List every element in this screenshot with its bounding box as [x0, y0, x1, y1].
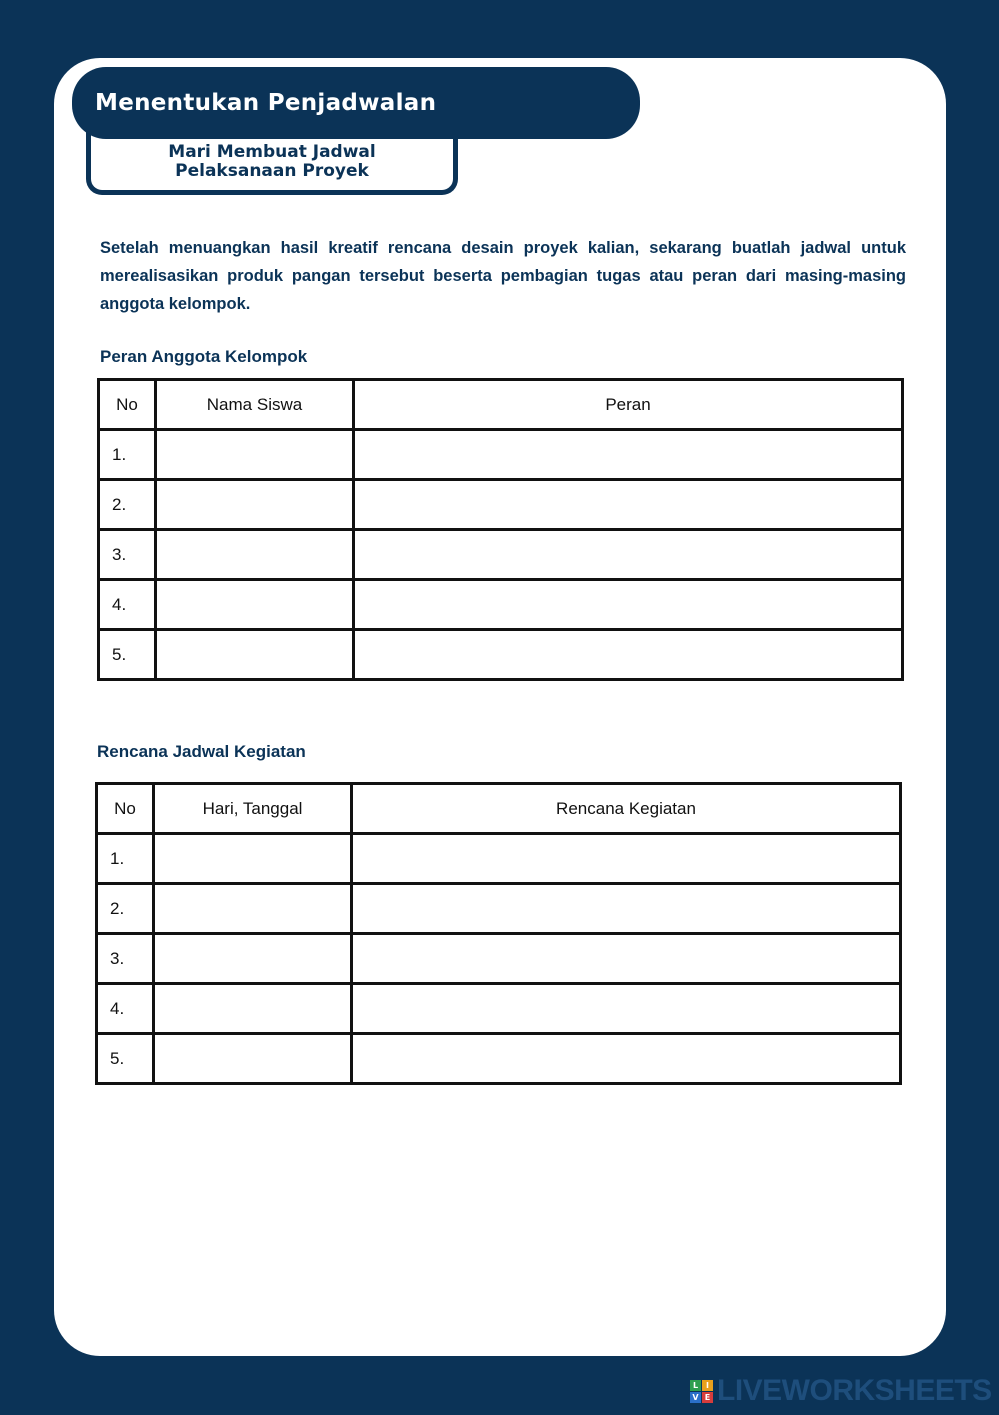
- row-number: 1.: [97, 834, 154, 884]
- table-row: [97, 1034, 901, 1084]
- column-header-role: Peran: [354, 380, 903, 430]
- table-row: [97, 984, 901, 1034]
- role-input-cell[interactable]: [354, 580, 903, 630]
- table-header-row: [99, 380, 903, 430]
- name-input-cell[interactable]: [156, 530, 354, 580]
- row-number: 3.: [99, 530, 156, 580]
- table-row: [99, 430, 903, 480]
- logo-letter: I: [702, 1380, 713, 1391]
- logo-letter: L: [690, 1380, 701, 1391]
- column-header-name: Nama Siswa: [156, 380, 354, 430]
- row-number: 4.: [99, 580, 156, 630]
- row-number: 1.: [99, 430, 156, 480]
- row-number: 4.: [97, 984, 154, 1034]
- activity-input-cell[interactable]: [352, 934, 901, 984]
- table-row: [99, 480, 903, 530]
- table-row: [99, 580, 903, 630]
- role-input-cell[interactable]: [354, 430, 903, 480]
- date-input-cell[interactable]: [154, 1034, 352, 1084]
- date-input-cell[interactable]: [154, 834, 352, 884]
- table-header-row: [97, 784, 901, 834]
- table-row: [97, 834, 901, 884]
- logo-letter: V: [690, 1392, 701, 1403]
- role-input-cell[interactable]: [354, 480, 903, 530]
- column-header-date: Hari, Tanggal: [154, 784, 352, 834]
- activity-input-cell[interactable]: [352, 884, 901, 934]
- logo-text: LIVEWORKSHEETS: [717, 1374, 992, 1407]
- intro-paragraph: Setelah menuangkan hasil kreatif rencana desain proyek kalian, sekarang buatlah jadwal untuk merealisasikan produk pangan tersebut beserta pembagian tugas atau peran dari masing-masing anggota kelompok.: [100, 239, 906, 313]
- row-number: 2.: [97, 884, 154, 934]
- logo-icon: [690, 1380, 713, 1403]
- role-input-cell[interactable]: [354, 530, 903, 580]
- row-number: 5.: [97, 1034, 154, 1084]
- name-input-cell[interactable]: [156, 580, 354, 630]
- name-input-cell[interactable]: [156, 430, 354, 480]
- activity-input-cell[interactable]: [352, 1034, 901, 1084]
- row-number: 3.: [97, 934, 154, 984]
- schedule-heading: Rencana Jadwal Kegiatan: [97, 742, 306, 761]
- column-header-no: No: [99, 380, 156, 430]
- row-number: 5.: [99, 630, 156, 680]
- title-banner: [72, 67, 640, 139]
- roles-heading: Peran Anggota Kelompok: [100, 347, 308, 366]
- activity-input-cell[interactable]: [352, 834, 901, 884]
- role-input-cell[interactable]: [354, 630, 903, 680]
- date-input-cell[interactable]: [154, 934, 352, 984]
- roles-table: [97, 378, 904, 681]
- date-input-cell[interactable]: [154, 984, 352, 1034]
- subtitle-line-1: Mari Membuat Jadwal: [168, 142, 376, 162]
- table-row: [99, 530, 903, 580]
- row-number: 2.: [99, 480, 156, 530]
- name-input-cell[interactable]: [156, 630, 354, 680]
- schedule-table: [95, 782, 902, 1085]
- name-input-cell[interactable]: [156, 480, 354, 530]
- table-row: [97, 934, 901, 984]
- column-header-no: No: [97, 784, 154, 834]
- date-input-cell[interactable]: [154, 884, 352, 934]
- subtitle-line-2: Pelaksanaan Proyek: [175, 161, 369, 181]
- column-header-activity: Rencana Kegiatan: [352, 784, 901, 834]
- page-title: Menentukan Penjadwalan: [95, 90, 437, 116]
- activity-input-cell[interactable]: [352, 984, 901, 1034]
- table-row: [99, 630, 903, 680]
- liveworksheets-logo: [690, 1376, 992, 1406]
- logo-letter: E: [702, 1392, 713, 1403]
- table-row: [97, 884, 901, 934]
